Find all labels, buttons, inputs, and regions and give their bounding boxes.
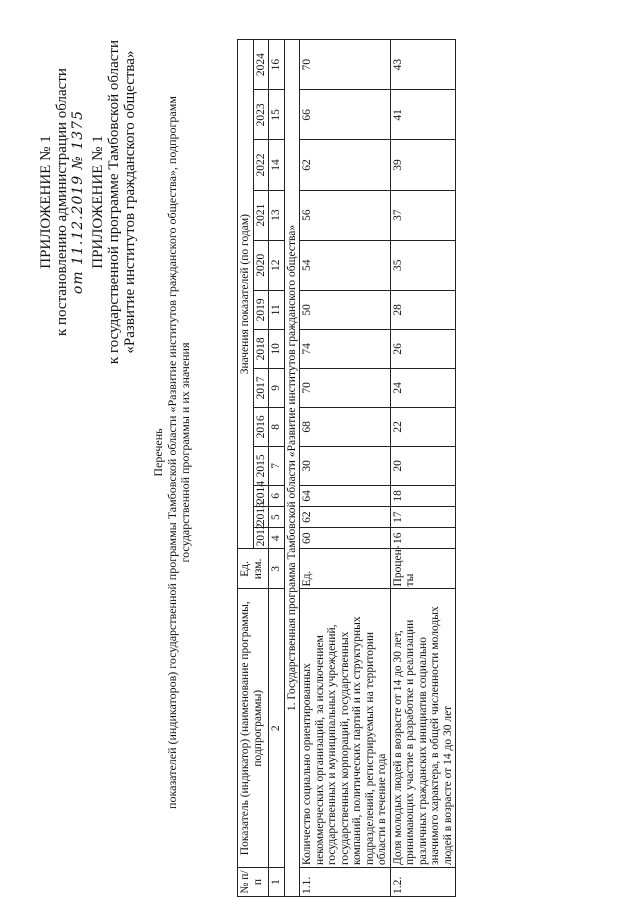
column-number: 12: [269, 240, 285, 290]
header-year: 2013: [253, 507, 269, 528]
row-value: 43: [390, 40, 456, 90]
column-number: 16: [269, 40, 285, 90]
column-number: 13: [269, 190, 285, 240]
row-value: 18: [390, 485, 456, 506]
row-value: 28: [390, 290, 456, 329]
row-value: 41: [390, 90, 456, 140]
section-title: 1. Государственная программа Тамбовской области «Развитие институтов гражданского общества»: [284, 40, 300, 897]
row-value: 54: [300, 240, 391, 290]
column-number: 6: [269, 485, 285, 506]
header-year: 2018: [253, 329, 269, 368]
column-number: 1: [269, 868, 285, 897]
row-value: 62: [300, 140, 391, 190]
row-number: 1.2.: [390, 868, 456, 897]
column-number: 11: [269, 290, 285, 329]
row-value: 37: [390, 190, 456, 240]
row-value: 16: [390, 528, 456, 549]
column-number: 9: [269, 368, 285, 407]
header-year: 2020: [253, 240, 269, 290]
row-value: 62: [300, 507, 391, 528]
row-indicator: Доля молодых людей в возрасте от 14 до 30 лет, принимающих участие в разработке и реализации различных гражданских инициатив социально значимого характера, в общей численности молодых людей в возрасте от 14 до 30 лет: [390, 589, 456, 868]
row-value: 56: [300, 190, 391, 240]
header-num: № п/п: [238, 868, 269, 897]
row-value: 24: [390, 368, 456, 407]
row-value: 35: [390, 240, 456, 290]
title-line-3: государственной программы и их значения: [178, 342, 192, 563]
indicators-table: [237, 39, 456, 897]
column-number: 7: [269, 446, 285, 485]
column-number: 4: [269, 528, 285, 549]
column-number: 5: [269, 507, 285, 528]
title-line-1: Перечень: [151, 428, 165, 477]
row-value: 66: [300, 90, 391, 140]
row-value: 68: [300, 407, 391, 446]
row-value: 20: [390, 446, 456, 485]
resolution-reference: к постановлению администрации области: [54, 68, 70, 337]
appendix-title: ПРИЛОЖЕНИЕ № 1: [38, 135, 54, 269]
header-year: 2015: [253, 446, 269, 485]
document-title: [152, 0, 193, 905]
appendix-title-2: ПРИЛОЖЕНИЕ № 1: [90, 135, 106, 269]
row-value: 26: [390, 329, 456, 368]
column-number: 3: [269, 549, 285, 589]
row-value: 70: [300, 368, 391, 407]
column-number: 15: [269, 90, 285, 140]
row-indicator: Количество социально ориентированных некоммерческих организаций, за исключением государственных и муниципальных учреждений, государственных корпораций, государственных компаний, политических партий и их структурных подразделений, регистрируемых на территории области в течение года: [300, 589, 391, 868]
row-value: 22: [390, 407, 456, 446]
header-year: 2023: [253, 90, 269, 140]
row-unit: Ед.: [300, 549, 391, 589]
program-reference: к государственной программе Тамбовской области: [106, 40, 122, 365]
column-number: 14: [269, 140, 285, 190]
header-year: 2014: [253, 485, 269, 506]
column-numbering-row: [269, 40, 285, 897]
section-row: [284, 40, 300, 897]
header-year: 2022: [253, 140, 269, 190]
header-year: 2024: [253, 40, 269, 90]
header-indicator: Показатель (индикатор) (наименование программы, подпрограммы): [238, 589, 269, 868]
table-row: [390, 40, 456, 897]
header-year: 2017: [253, 368, 269, 407]
row-unit: Процен-ты: [390, 549, 456, 589]
appendix-header: [38, 40, 138, 364]
row-value: 30: [300, 446, 391, 485]
row-value: 60: [300, 528, 391, 549]
header-values-group: Значения показателей (по годам): [238, 40, 254, 549]
column-number: 2: [269, 589, 285, 868]
row-value: 50: [300, 290, 391, 329]
title-line-2: показателей (индикаторов) государственной программы Тамбовской области «Развитие институтов гражданского общества», подпрограмм: [164, 96, 179, 809]
program-name: «Развитие институтов гражданского общества»: [122, 50, 138, 354]
table-row: [300, 40, 391, 897]
row-number: 1.1.: [300, 868, 391, 897]
handwritten-date-number: от 11.12.2019 № 1375: [70, 110, 86, 295]
column-number: 10: [269, 329, 285, 368]
header-unit: Ед. изм.: [238, 549, 269, 589]
header-year: 2016: [253, 407, 269, 446]
header-year: 2019: [253, 290, 269, 329]
row-value: 39: [390, 140, 456, 190]
header-year: 2012: [253, 528, 269, 549]
header-year: 2021: [253, 190, 269, 240]
row-value: 70: [300, 40, 391, 90]
column-number: 8: [269, 407, 285, 446]
row-value: 74: [300, 329, 391, 368]
row-value: 17: [390, 507, 456, 528]
row-value: 64: [300, 485, 391, 506]
